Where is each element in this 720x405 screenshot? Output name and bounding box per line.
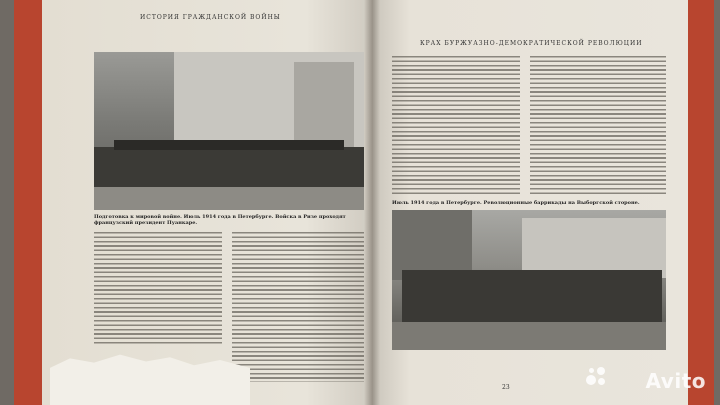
- street: [94, 187, 364, 210]
- left-caption: Подготовка к мировой войне. Июль 1914 года в Петербурге. Войска в Ризе проходят французский президент Пуанкаре.: [94, 214, 346, 226]
- avito-watermark: Avito: [645, 369, 706, 393]
- right-caption: Июль 1914 года в Петербурге. Революционные баррикады на Выборгской стороне.: [392, 200, 640, 206]
- right-page-number: 23: [502, 384, 510, 391]
- left-running-head: ИСТОРИЯ ГРАЖДАНСКОЙ ВОЙНЫ: [140, 14, 281, 21]
- open-book: [28, 0, 688, 405]
- left-text-column-2: [232, 232, 364, 382]
- building: [522, 218, 666, 278]
- left-photo: [94, 52, 364, 210]
- barricade-crowd: [402, 270, 662, 325]
- left-text-column-1: [94, 232, 222, 344]
- avito-logo-icon: [586, 367, 608, 389]
- right-photo: [392, 210, 666, 350]
- building-facade: [294, 62, 354, 152]
- soldiers-row: [114, 140, 344, 150]
- right-text-column-2: [530, 56, 666, 194]
- left-page: [42, 0, 372, 405]
- right-running-head: КРАХ БУРЖУАЗНО-ДЕМОКРАТИЧЕСКОЙ РЕВОЛЮЦИИ: [420, 40, 643, 47]
- street: [392, 322, 666, 350]
- book-gutter: [364, 0, 380, 405]
- right-text-column-1: [392, 56, 520, 194]
- right-page: [372, 0, 688, 405]
